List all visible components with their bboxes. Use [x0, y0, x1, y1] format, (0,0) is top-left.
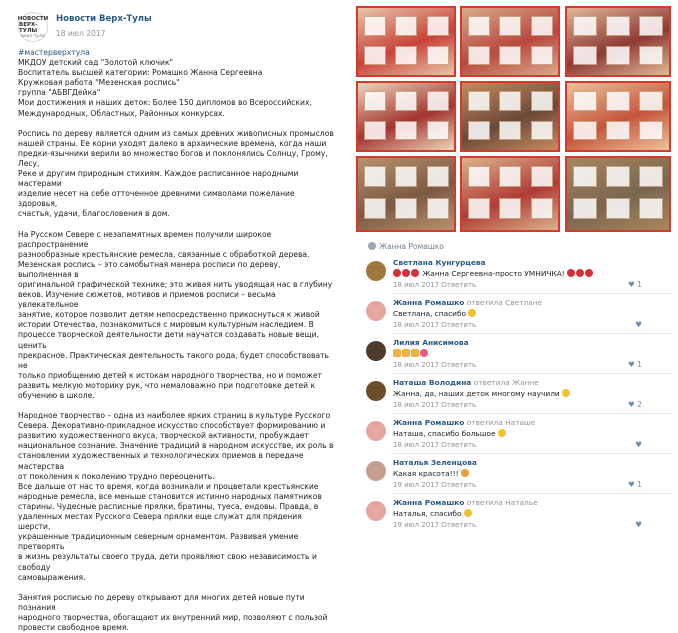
comment-text	[393, 389, 571, 398]
post-line: удаленных местах Русского Севера прялки еще служат для прядения шерсти,	[18, 512, 302, 532]
comment-avatar[interactable]	[366, 461, 386, 481]
post-line: становлении художественных и технологических приемов в передаче мастерства	[18, 451, 304, 471]
rose-emoji-icon	[402, 269, 410, 277]
post-line: МКДОУ детский сад "Золотой ключик"	[18, 58, 174, 68]
heart-icon: ♥	[627, 400, 635, 409]
photo-thumbnail[interactable]	[356, 156, 456, 232]
comment-author-link[interactable]: Наташа Володина	[393, 378, 472, 387]
photo-thumbnail[interactable]	[356, 6, 456, 77]
comment-author-link[interactable]: Наталья Зеленцова	[393, 458, 477, 467]
smile-emoji-icon	[562, 389, 570, 397]
post-line: Севера. Декоративно-прикладное искусство способствует формированию и	[18, 421, 326, 431]
comment-text	[393, 309, 477, 318]
post-text	[18, 48, 336, 633]
comment-header	[393, 258, 486, 267]
reply-button[interactable]: Ответить	[441, 321, 477, 329]
kiss-emoji-icon	[461, 469, 469, 477]
comment-author-link[interactable]: Светлана Кунгурцева	[393, 258, 486, 267]
post-line: оригинальной графической технике; это живая нить уводящая нас в глубину	[18, 279, 333, 289]
comment-divider	[393, 453, 672, 454]
avatar-text-3: верх-тула	[21, 33, 45, 39]
post-line: истории Отечества, познакомиться с мировым культурным наследием. В	[18, 320, 314, 330]
post-line: Международных, Областных, Районных конкурсах.	[18, 108, 225, 118]
like-count: 1	[634, 280, 642, 289]
post-line: веков. Изучение сюжетов, мотивов и приемов росписи – весьма увлекательное	[18, 290, 276, 310]
heart-icon: ♥	[635, 320, 642, 329]
avatar-text-2: ВЕРХ-ТУЛЫ	[19, 21, 38, 34]
rose-emoji-icon	[585, 269, 593, 277]
comment-body: Наташа, спасибо большое	[393, 429, 498, 438]
comment-date[interactable]: 18 июл 2017	[393, 281, 440, 289]
post-line: Мои достижения и наших деток: Более 150 дипломов во Всероссийских,	[18, 98, 312, 108]
post-paragraph-2	[18, 230, 336, 402]
post-line: Мезенская роспись – это самобытная манера росписи по дереву, выполненная в	[18, 259, 281, 279]
reply-prefix: ответила	[466, 298, 503, 307]
like-count: 1	[634, 360, 642, 369]
heart-icon: ♥	[635, 520, 642, 529]
comment-avatar[interactable]	[366, 261, 386, 281]
comment-meta	[393, 441, 476, 449]
reply-button[interactable]: Ответить	[441, 521, 477, 529]
comment-header	[393, 498, 538, 507]
post-line: в жизнь результаты своего труда, дети проявляют свою независимость и свободу	[18, 552, 317, 572]
post-line: от поколения к поколению трудно переоценить.	[18, 471, 215, 481]
post-line: изделие несет на себе отточенное древними символами пожелание здоровья,	[18, 189, 295, 209]
post-line: обучению в школе.	[18, 391, 95, 400]
post-paragraph-3	[18, 411, 336, 583]
comment-meta	[393, 521, 476, 529]
comment-body: Жанна, да, наших деток многому научили	[393, 389, 563, 398]
smile-emoji-icon	[498, 429, 506, 437]
comment-date[interactable]: 18 июл 2017	[393, 361, 440, 369]
comment-divider	[393, 293, 672, 294]
comment-body: Какая красота!!!	[393, 469, 461, 478]
comment-avatar[interactable]	[366, 421, 386, 441]
wall-post	[4, 4, 342, 632]
comment-avatar[interactable]	[366, 381, 386, 401]
comment-divider	[393, 493, 672, 494]
post-line: нашей страны. Ее корни уходят далеко в архаические времена, когда наши	[18, 138, 327, 148]
like-button[interactable]	[628, 480, 642, 489]
thumb-emoji-icon	[411, 349, 419, 357]
post-header	[18, 12, 318, 46]
post-author-link[interactable]: Новости Верх-Тулы	[56, 14, 152, 24]
comment-body: Жанна Сергеевна-просто УМНИЧКА!	[420, 269, 568, 278]
comment-avatar[interactable]	[366, 501, 386, 521]
like-button[interactable]	[635, 320, 642, 329]
reply-prefix: ответила	[466, 418, 503, 427]
post-line: Занятия росписью по дереву открывают для многих детей новые пути познания	[18, 592, 305, 612]
post-line: развить мелкую моторику рук, что немаловажно при подготовке детей к	[18, 380, 316, 390]
post-line: народные ремесла, все меньше становится истинно народных памятников	[18, 491, 322, 501]
post-line: Кружковая работа "Мезенская роспись"	[18, 78, 180, 88]
rose-emoji-icon	[411, 269, 419, 277]
post-line: Реке и другим природным стихиям. Каждое расписанное народными мастерами	[18, 169, 299, 189]
comment-date[interactable]: 18 июл 2017	[393, 321, 440, 329]
reply-target[interactable]: Жанне	[512, 378, 539, 387]
post-intro	[18, 58, 336, 119]
comment-author-link[interactable]: Жанна Ромашко	[393, 418, 465, 427]
photo-thumbnail[interactable]	[565, 81, 671, 152]
photo-thumbnail[interactable]	[565, 6, 671, 77]
comment-divider	[393, 413, 672, 414]
comment-body: Светлана, спасибо	[393, 309, 469, 318]
comment-header	[393, 338, 469, 347]
heart-icon: ♥	[635, 440, 642, 449]
reply-prefix: ответила	[473, 378, 510, 387]
comment-meta	[393, 481, 476, 489]
post-line: провести свободное время.	[18, 622, 129, 632]
photo-author[interactable]	[368, 242, 444, 251]
reply-target[interactable]: Наталье	[505, 498, 538, 507]
photo-grid	[356, 6, 673, 234]
reply-button[interactable]: Ответить	[441, 361, 477, 369]
like-button[interactable]	[628, 360, 642, 369]
comment-body: Наталья, спасибо	[393, 509, 464, 518]
thumb-emoji-icon	[393, 349, 401, 357]
post-line: предки-язычники верили во множество богов и поклонялись Солнцу, Грому, Лесу,	[18, 148, 328, 168]
avatar-text-1: НОВОСТИ	[17, 15, 49, 22]
post-line: старины. Чудесные расписные прялки, братины, туеса, ендовы. Правда, в	[18, 501, 319, 511]
comment-date[interactable]: 18 июл 2017	[393, 441, 440, 449]
comment-text	[393, 349, 429, 358]
photo-author-name: Жанна Ромашко	[379, 242, 444, 251]
comment-avatar[interactable]	[366, 341, 386, 361]
post-line: развитию художественного вкуса, творческой активности, пробуждает	[18, 431, 309, 441]
reply-target[interactable]: Светлане	[505, 298, 543, 307]
heart-icon: ♥	[627, 280, 635, 289]
comment-author-link[interactable]: Жанна Ромашко	[393, 298, 465, 307]
comment-text	[393, 469, 470, 478]
photo-thumbnail[interactable]	[356, 81, 456, 152]
comment-text	[393, 269, 594, 278]
heart-icon: ♥	[627, 480, 635, 489]
like-count: 2	[634, 400, 642, 409]
post-line: украшенные традиционным северным орнаментом. Развивая умение претворять	[18, 532, 299, 552]
photo-thumbnail[interactable]	[565, 156, 671, 232]
post-line: самовыражения.	[18, 572, 86, 582]
comment-author-link[interactable]: Лилия Анисимова	[393, 338, 469, 347]
comment-meta	[393, 321, 476, 329]
comment-divider	[393, 333, 672, 334]
post-line: процессе творческой деятельности дети научатся создавать новые вещи, ценить	[18, 330, 320, 350]
comment-meta	[393, 361, 476, 369]
comment-date[interactable]: 19 июл 2017	[393, 521, 440, 529]
reply-prefix: ответила	[466, 498, 503, 507]
post-line: Воспитатель высшей категории: Ромашко Жанна Сергеевна	[18, 68, 263, 78]
comment-date[interactable]: 19 июл 2017	[393, 481, 440, 489]
smile-emoji-icon	[468, 309, 476, 317]
post-line: национальное сознание. Значение традиций в народном искусстве, их роль в	[18, 441, 334, 451]
post-line: Роспись по дереву является одним из самых древних живописных промыслов	[18, 128, 334, 138]
like-button[interactable]	[635, 440, 642, 449]
comment-divider	[393, 373, 672, 374]
like-count: 1	[634, 480, 642, 489]
community-avatar[interactable]	[18, 12, 48, 42]
thumb-emoji-icon	[402, 349, 410, 357]
hashtag-link[interactable]: #мастерверхтула	[18, 48, 90, 57]
smile-emoji-icon	[464, 509, 472, 517]
post-line: народного творчества, обогащают их внутренний мир, позволяют с пользой	[18, 612, 328, 622]
reply-button[interactable]: Ответить	[441, 481, 477, 489]
rose-emoji-icon	[576, 269, 584, 277]
comment-text	[393, 509, 473, 518]
comment-author-link[interactable]: Жанна Ромашко	[393, 498, 465, 507]
reply-button[interactable]: Ответить	[441, 281, 477, 289]
reply-target[interactable]: Наташе	[505, 418, 536, 427]
post-line: счастья, удачи, благословения в дом.	[18, 209, 170, 219]
comment-date[interactable]: 18 июл 2017	[393, 401, 440, 409]
post-line: только приобщению детей к истокам народного творчества, но и поможет	[18, 370, 322, 380]
comment-meta	[393, 401, 476, 409]
photo-thumbnail[interactable]	[460, 81, 560, 152]
comment-header	[393, 458, 477, 467]
comment-header	[393, 298, 542, 307]
photo-thumbnail[interactable]	[460, 6, 560, 77]
comment-text	[393, 429, 507, 438]
post-line: Народное творчество – одна из наиболее ярких страниц в культуре Русского	[18, 411, 331, 421]
user-icon	[368, 242, 376, 250]
like-button[interactable]	[628, 280, 642, 289]
like-button[interactable]	[628, 400, 642, 409]
post-line: На Русском Севере с незапамятных времен получили широкое распространение	[18, 229, 272, 249]
post-line: прекрасное. Практическая деятельность такого рода, будет способствовать не	[18, 350, 330, 370]
comment-avatar[interactable]	[366, 301, 386, 321]
post-line: Все дальше от нас то время, когда возникали и процветали крестьянские	[18, 481, 319, 491]
post-line: занятие, которое позволит детям непосредственно прикоснуться к живой	[18, 310, 320, 320]
post-line: группа "АБВГДейка"	[18, 88, 101, 98]
post-date[interactable]: 18 июл 2017	[56, 29, 106, 38]
photo-thumbnail[interactable]	[460, 156, 560, 232]
flower-emoji-icon	[420, 349, 428, 357]
heart-icon: ♥	[627, 360, 635, 369]
comment-meta	[393, 281, 476, 289]
rose-emoji-icon	[567, 269, 575, 277]
comment-header	[393, 378, 539, 387]
comment-header	[393, 418, 535, 427]
post-line: разнообразные крестьянские ремесла, связанные с обработкой дерева.	[18, 249, 310, 259]
post-paragraph-1	[18, 129, 336, 220]
post-paragraph-4	[18, 593, 336, 633]
like-button[interactable]	[635, 520, 642, 529]
reply-button[interactable]: Ответить	[441, 441, 477, 449]
rose-emoji-icon	[393, 269, 401, 277]
reply-button[interactable]: Ответить	[441, 401, 477, 409]
